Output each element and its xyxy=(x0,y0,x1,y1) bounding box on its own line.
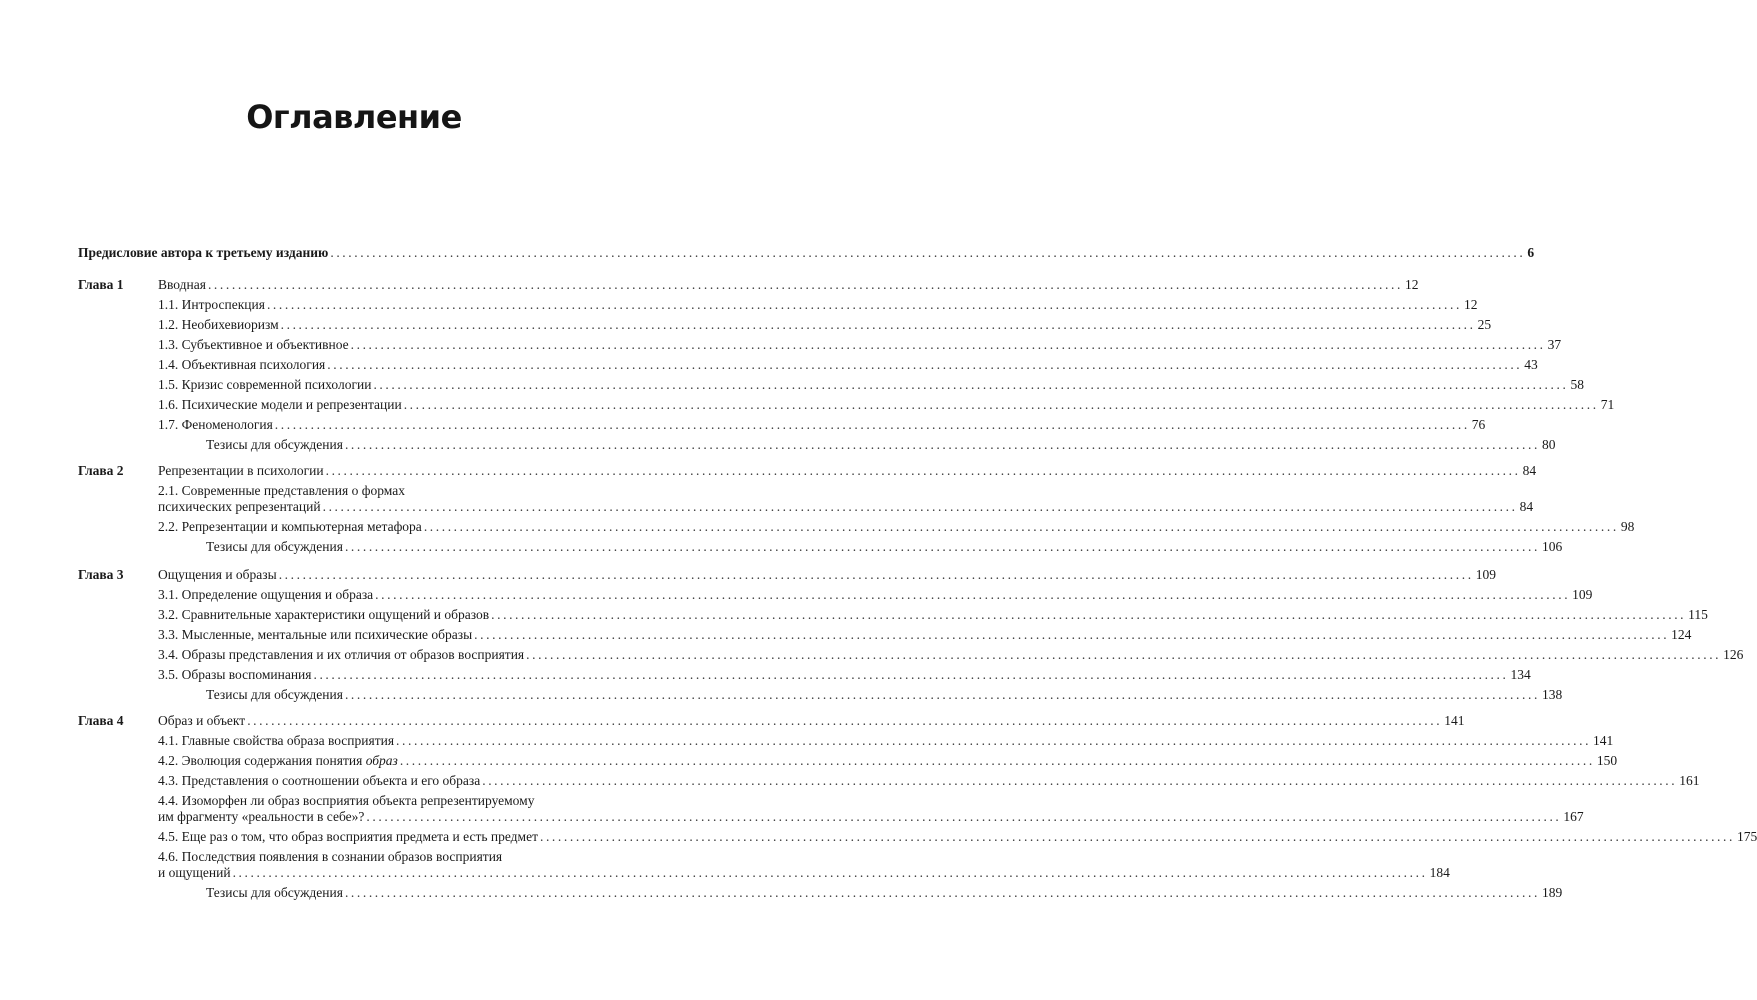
page-number: 189 xyxy=(1541,885,1563,900)
leader-dots: ........................................................................................................................................................................................................ xyxy=(375,587,1571,602)
page-number: 84 xyxy=(1519,499,1534,514)
page-number: 150 xyxy=(1596,753,1618,768)
chapter-label: Глава 1 xyxy=(78,277,124,292)
leader-dots: ........................................................................................................................................................................................................ xyxy=(280,317,1476,332)
page-number: 141 xyxy=(1444,713,1465,728)
entry-title: 1.5. Кризис современной психологии xyxy=(158,377,372,392)
leader-dots: ........................................................................................................................................................................................................ xyxy=(366,809,1562,824)
entry-title: 4.1. Главные свойства образа восприятия xyxy=(158,733,395,748)
leader-dots: ........................................................................................................................................................................................................ xyxy=(396,733,1592,748)
page-number: 43 xyxy=(1524,357,1538,372)
toc-entry-4-5[interactable] xyxy=(78,828,1757,845)
page-number: 12 xyxy=(1463,297,1478,312)
leader-dots: ........................................................................................................................................................................................................ xyxy=(344,885,1540,900)
leader-dots: ........................................................................................................................................................................................................ xyxy=(274,417,1470,432)
leader-dots: ........................................................................................................................................................................................................ xyxy=(322,499,1518,514)
entry-title: Вводная xyxy=(158,277,206,292)
leader-dots: ........................................................................................................................................................................................................ xyxy=(344,687,1540,702)
entry-title: 1.7. Феноменология xyxy=(158,417,273,432)
toc-entry-2-1-line1[interactable]: 2.1. Современные представления о формах xyxy=(158,483,405,498)
toc-entry-3-4[interactable] xyxy=(78,646,1744,663)
leader-dots: ........................................................................................................................................................................................................ xyxy=(399,753,1595,768)
page-number: 84 xyxy=(1522,463,1537,478)
toc-entry-1-4[interactable] xyxy=(78,356,1538,373)
page-number: 134 xyxy=(1510,667,1531,682)
chapter-label: Глава 2 xyxy=(78,463,124,478)
toc-entry-4-1[interactable] xyxy=(78,732,1614,749)
page-number: 126 xyxy=(1723,647,1744,662)
page-number: 184 xyxy=(1429,865,1450,880)
leader-dots: ........................................................................................................................................................................................................ xyxy=(539,829,1735,844)
toc-entry-1-1[interactable] xyxy=(78,296,1478,313)
leader-dots: ........................................................................................................................................................................................................ xyxy=(482,773,1678,788)
leader-dots: ........................................................................................................................................................................................................ xyxy=(526,647,1722,662)
entry-title: 2.2. Репрезентации и компьютерная метафора xyxy=(158,519,422,534)
entry-title: Репрезентации в психологии xyxy=(158,463,324,478)
toc-entry-1-5[interactable] xyxy=(78,376,1584,393)
page-number: 161 xyxy=(1679,773,1700,788)
leader-dots: ........................................................................................................................................................................................................ xyxy=(313,667,1509,682)
toc-entry-4-4-line1[interactable]: 4.4. Изоморфен ли образ восприятия объекта репрезентируемому xyxy=(158,793,535,808)
leader-dots: ........................................................................................................................................................................................................ xyxy=(403,397,1599,412)
entry-title: им фрагменту «реальности в себе»? xyxy=(158,809,365,824)
entry-title: 1.2. Необихевиоризм xyxy=(158,317,279,332)
page-number: 106 xyxy=(1541,539,1563,554)
page-number: 141 xyxy=(1593,733,1614,748)
toc-entry-3-3[interactable] xyxy=(78,626,1692,643)
entry-title: 3.3. Мысленные, ментальные или психические образы xyxy=(158,627,473,642)
entry-title-italic: образ xyxy=(365,753,398,768)
toc-entry-1-3[interactable] xyxy=(78,336,1562,353)
entry-title: Предисловие автора к третьему изданию xyxy=(78,245,329,260)
toc-entry-3-5[interactable] xyxy=(78,666,1531,683)
leader-dots: ........................................................................................................................................................................................................ xyxy=(330,245,1526,260)
entry-title: Тезисы для обсуждения xyxy=(206,687,343,702)
entry-title: 1.4. Объективная психология xyxy=(158,357,326,372)
page-title: Оглавление xyxy=(246,98,462,136)
toc-entry-preface[interactable] xyxy=(78,244,1535,261)
chapter-label: Глава 3 xyxy=(78,567,124,582)
entry-title: Тезисы для обсуждения xyxy=(206,539,343,554)
leader-dots: ........................................................................................................................................................................................................ xyxy=(207,277,1403,292)
entry-title: 3.2. Сравнительные характеристики ощущений и образов xyxy=(158,607,490,622)
leader-dots: ........................................................................................................................................................................................................ xyxy=(350,337,1546,352)
leader-dots: ........................................................................................................................................................................................................ xyxy=(266,297,1462,312)
entry-title: 1.6. Психические модели и репрезентации xyxy=(158,397,402,412)
leader-dots: ........................................................................................................................................................................................................ xyxy=(423,519,1619,534)
chapter-label: Глава 4 xyxy=(78,713,124,728)
page-number: 109 xyxy=(1572,587,1593,602)
toc-entry-1-2[interactable] xyxy=(78,316,1492,333)
toc-chapter-1[interactable] xyxy=(78,276,1419,293)
entry-title: 1.3. Субъективное и объективное xyxy=(158,337,349,352)
entry-title: 1.1. Интроспекция xyxy=(158,297,265,312)
leader-dots: ........................................................................................................................................................................................................ xyxy=(327,357,1523,372)
page-number: 71 xyxy=(1600,397,1615,412)
leader-dots: ........................................................................................................................................................................................................ xyxy=(232,865,1428,880)
entry-title: Ощущения и образы xyxy=(158,567,277,582)
page-number: 25 xyxy=(1477,317,1492,332)
toc-entry-4-3[interactable] xyxy=(78,772,1700,789)
toc-entry-4-4[interactable] xyxy=(78,808,1584,825)
toc-entry-4-6[interactable] xyxy=(78,864,1450,881)
page-number: 167 xyxy=(1563,809,1584,824)
entry-title: Образ и объект xyxy=(158,713,246,728)
leader-dots: ........................................................................................................................................................................................................ xyxy=(373,377,1569,392)
toc-chapter-3[interactable] xyxy=(78,566,1496,583)
entry-title xyxy=(158,752,398,769)
entry-title: 3.4. Образы представления и их отличия от образов восприятия xyxy=(158,647,525,662)
entry-title: психических репрезентаций xyxy=(158,499,321,514)
entry-title: 4.5. Еще раз о том, что образ восприятия предмета и есть предмет xyxy=(158,829,538,844)
toc-entry-1-6[interactable] xyxy=(78,396,1615,413)
entry-title-main: 4.2. Эволюция содержания понятия xyxy=(158,753,363,768)
page-number: 58 xyxy=(1570,377,1584,392)
page-number: 109 xyxy=(1475,567,1496,582)
toc-entry-3-theses[interactable] xyxy=(78,686,1563,703)
leader-dots: ........................................................................................................................................................................................................ xyxy=(247,713,1443,728)
page-number: 115 xyxy=(1688,607,1708,622)
toc-entry-2-1[interactable] xyxy=(78,498,1534,515)
entry-title: Тезисы для обсуждения xyxy=(206,437,343,452)
toc-entry-2-theses[interactable] xyxy=(78,538,1563,555)
entry-title: 4.3. Представления о соотношении объекта и его образа xyxy=(158,773,481,788)
leader-dots: ........................................................................................................................................................................................................ xyxy=(325,463,1521,478)
page-number: 37 xyxy=(1547,337,1562,352)
page-number: 76 xyxy=(1471,417,1486,432)
leader-dots: ........................................................................................................................................................................................................ xyxy=(344,437,1540,452)
toc-entry-3-2[interactable] xyxy=(78,606,1708,623)
page-number: 98 xyxy=(1620,519,1635,534)
page-number: 124 xyxy=(1671,627,1692,642)
leader-dots: ........................................................................................................................................................................................................ xyxy=(491,607,1687,622)
entry-title: Тезисы для обсуждения xyxy=(206,885,343,900)
page-number: 6 xyxy=(1527,245,1535,260)
leader-dots: ........................................................................................................................................................................................................ xyxy=(344,539,1540,554)
toc-entry-4-6-line1[interactable]: 4.6. Последствия появления в сознании образов восприятия xyxy=(158,849,503,864)
toc-entry-1-7[interactable] xyxy=(78,416,1486,433)
page-number: 12 xyxy=(1404,277,1419,292)
page-number: 138 xyxy=(1541,687,1563,702)
page-number: 175 xyxy=(1736,829,1757,844)
toc-entry-1-theses[interactable] xyxy=(78,436,1556,453)
entry-title: 3.1. Определение ощущения и образа xyxy=(158,587,374,602)
toc-entry-4-2[interactable] xyxy=(78,752,1618,769)
toc-entry-2-2[interactable] xyxy=(78,518,1635,535)
entry-title: и ощущений xyxy=(158,865,231,880)
toc-entry-4-theses[interactable] xyxy=(78,884,1563,901)
leader-dots: ........................................................................................................................................................................................................ xyxy=(474,627,1670,642)
leader-dots: ........................................................................................................................................................................................................ xyxy=(278,567,1474,582)
toc-chapter-2[interactable] xyxy=(78,462,1537,479)
toc-entry-3-1[interactable] xyxy=(78,586,1593,603)
toc-chapter-4[interactable] xyxy=(78,712,1465,729)
entry-title: 3.5. Образы воспоминания xyxy=(158,667,312,682)
page-number: 80 xyxy=(1541,437,1556,452)
